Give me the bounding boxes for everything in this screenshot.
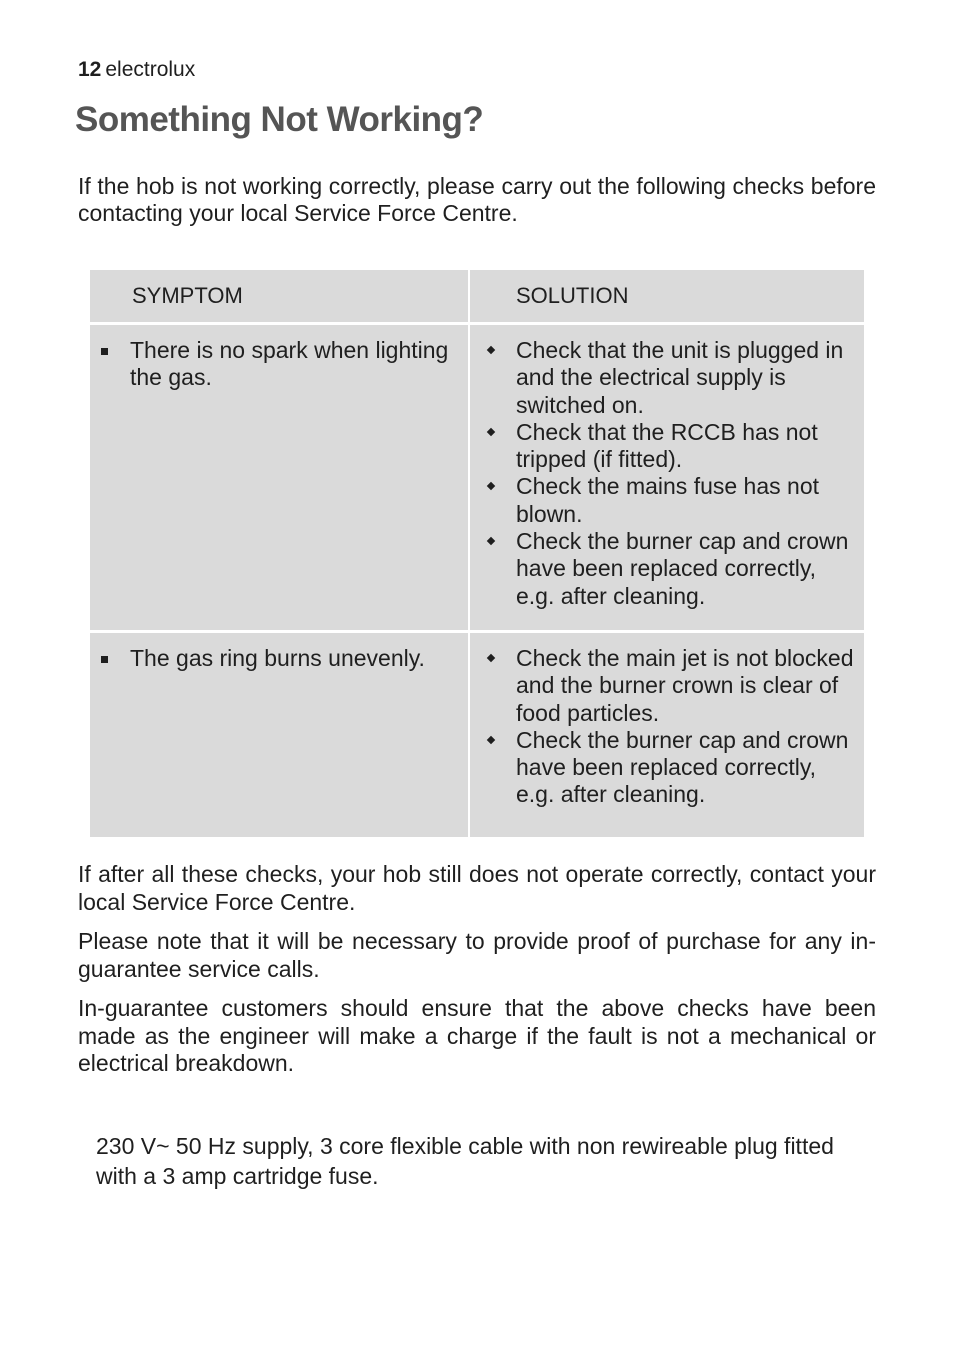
square-bullet-icon: [101, 348, 108, 355]
solution-text: Check the burner cap and crown have been replaced correctly, e.g. after cleaning.: [516, 528, 849, 609]
solution-text: Check the mains fuse has not blown.: [516, 473, 819, 527]
solution-cell: [470, 325, 864, 630]
troubleshooting-table: [88, 267, 866, 840]
diamond-bullet-icon: [487, 482, 495, 490]
list-item: [90, 337, 460, 392]
guarantee-paragraph: In-guarantee customers should ensure that the above checks have been made as the engineer will make a charge if the fault is not a mechanical or electrical breakdown.: [78, 995, 876, 1076]
list-item: [470, 727, 856, 809]
symptom-cell: [90, 325, 468, 630]
page-number: 12: [78, 58, 102, 81]
symptom-text: There is no spark when lighting the gas.: [130, 337, 449, 391]
diamond-bullet-icon: [487, 654, 495, 662]
diamond-bullet-icon: [487, 736, 495, 744]
diamond-bullet-icon: [487, 428, 495, 436]
solution-header: SOLUTION: [470, 270, 864, 322]
supply-note: 230 V~ 50 Hz supply, 3 core flexible cable with non rewireable plug fitted with a 3 amp cartridge fuse.: [96, 1133, 834, 1189]
solution-text: Check that the unit is plugged in and the electrical supply is switched on.: [516, 337, 844, 418]
solution-cell: [470, 633, 864, 837]
diamond-bullet-icon: [487, 537, 495, 545]
table-row: [90, 633, 864, 837]
intro-paragraph: If the hob is not working correctly, please carry out the following checks before contacting your local Service Force Centre.: [78, 173, 876, 226]
symptom-cell: [90, 633, 468, 837]
diamond-bullet-icon: [487, 346, 495, 354]
list-item: [470, 528, 856, 610]
list-item: [470, 419, 856, 474]
after-checks-paragraph: If after all these checks, your hob still does not operate correctly, contact your local Service Force Centre.: [78, 861, 876, 915]
list-item: [470, 337, 856, 419]
square-bullet-icon: [101, 656, 108, 663]
symptom-header: SYMPTOM: [90, 270, 468, 322]
list-item: [470, 645, 856, 727]
solution-text: Check the main jet is not blocked and the burner crown is clear of food particles.: [516, 644, 854, 726]
solution-text: Check that the RCCB has not tripped (if fitted).: [516, 418, 818, 473]
symptom-text: The gas ring burns unevenly.: [130, 644, 425, 671]
page-title: Something Not Working?: [75, 100, 484, 139]
solution-text: Check the burner cap and crown have been replaced correctly, e.g. after cleaning.: [516, 726, 849, 808]
list-item: [90, 645, 460, 672]
list-item: [470, 473, 856, 528]
proof-of-purchase-paragraph: Please note that it will be necessary to provide proof of purchase for any in-guarantee service calls.: [78, 928, 876, 982]
table-row: [90, 325, 864, 630]
brand-name: electrolux: [105, 58, 196, 81]
page-header: [78, 58, 195, 82]
